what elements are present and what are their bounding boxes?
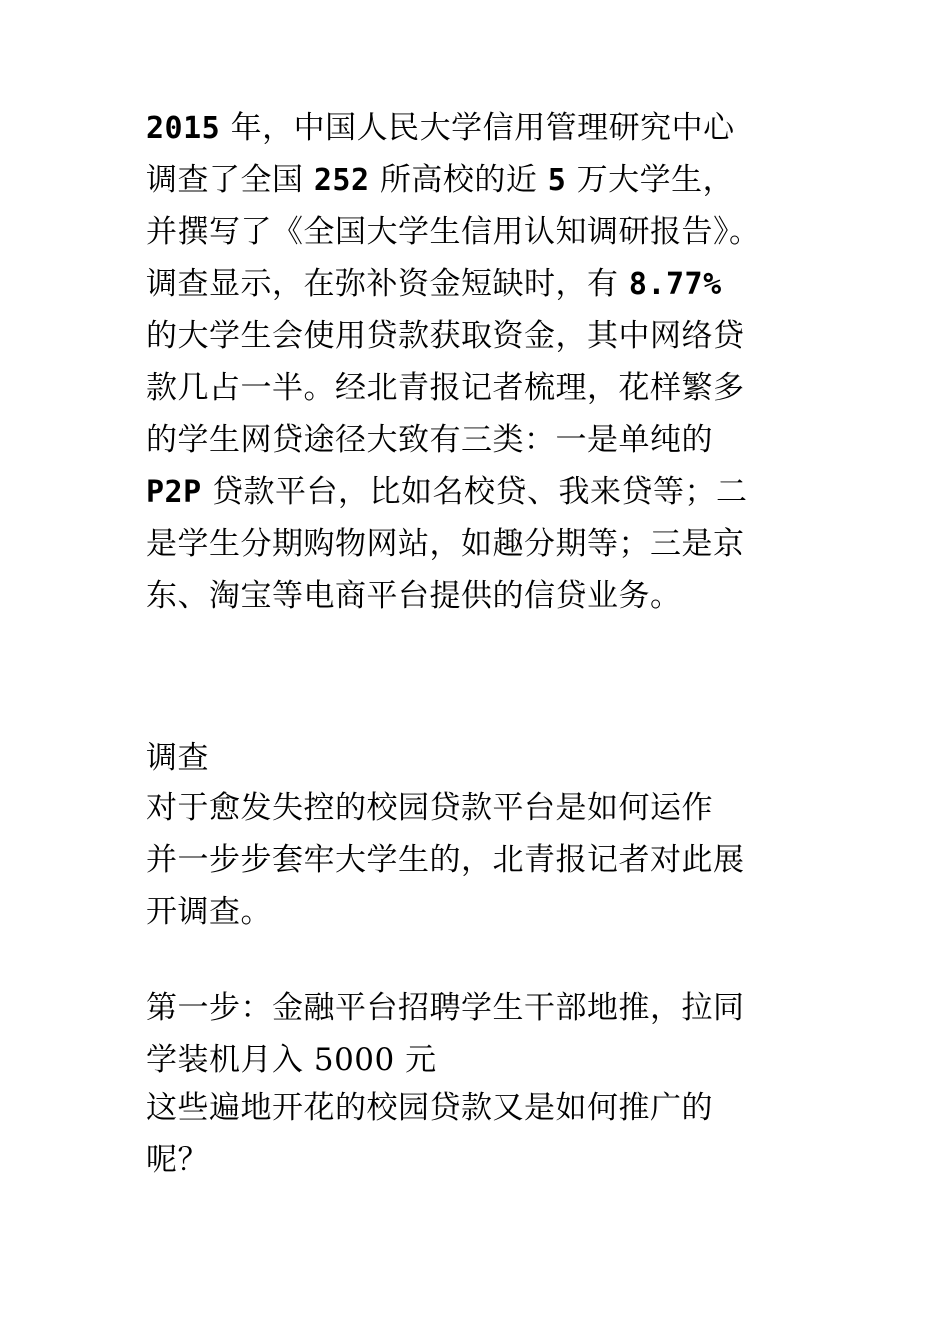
text-line: 并撰写了《全国大学生信用认知调研报告》。 xyxy=(146,214,761,250)
text-line: 调查显示，在弥补资金短缺时，有 8.77% xyxy=(146,266,722,302)
paragraph-promotion-question xyxy=(146,1082,846,1186)
text-line: 2015 年，中国人民大学信用管理研究中心 xyxy=(146,110,735,146)
text-line: P2P 贷款平台，比如名校贷、我来贷等；二 xyxy=(146,474,748,510)
text-line: 调查了全国 252 所高校的近 5 万大学生， xyxy=(146,162,735,198)
year-number: 2015 xyxy=(146,111,221,146)
text-line: 呢？ xyxy=(146,1142,209,1178)
paragraph-investigation xyxy=(146,782,846,938)
text-line: 第一步：金融平台招聘学生干部地推，拉同 xyxy=(146,990,745,1026)
text-line: 东、淘宝等电商平台提供的信贷业务。 xyxy=(146,578,682,614)
section-heading xyxy=(146,732,846,784)
p2p-label: P2P xyxy=(146,475,202,510)
loan-percentage: 8.77% xyxy=(628,267,722,302)
text-line: 这些遍地开花的校园贷款又是如何推广的 xyxy=(146,1090,713,1126)
school-count: 252 xyxy=(313,163,370,198)
paragraph-survey-intro xyxy=(146,102,846,622)
text-line: 并一步步套牢大学生的，北青报记者对此展 xyxy=(146,842,745,878)
step-one-heading xyxy=(146,982,846,1086)
student-count: 5 xyxy=(547,163,567,198)
text-line: 是学生分期购物网站，如趣分期等；三是京 xyxy=(146,526,745,562)
text-line: 对于愈发失控的校园贷款平台是如何运作 xyxy=(146,790,713,826)
text-line: 款几占一半。经北青报记者梳理，花样繁多 xyxy=(146,370,745,406)
text-line: 学装机月入 5000 元 xyxy=(146,1042,437,1078)
text-line: 的学生网贷途径大致有三类：一是单纯的 xyxy=(146,422,713,458)
text-line: 开调查。 xyxy=(146,894,272,930)
text-line: 的大学生会使用贷款获取资金，其中网络贷 xyxy=(146,318,745,354)
section-heading-text: 调查 xyxy=(146,740,209,776)
